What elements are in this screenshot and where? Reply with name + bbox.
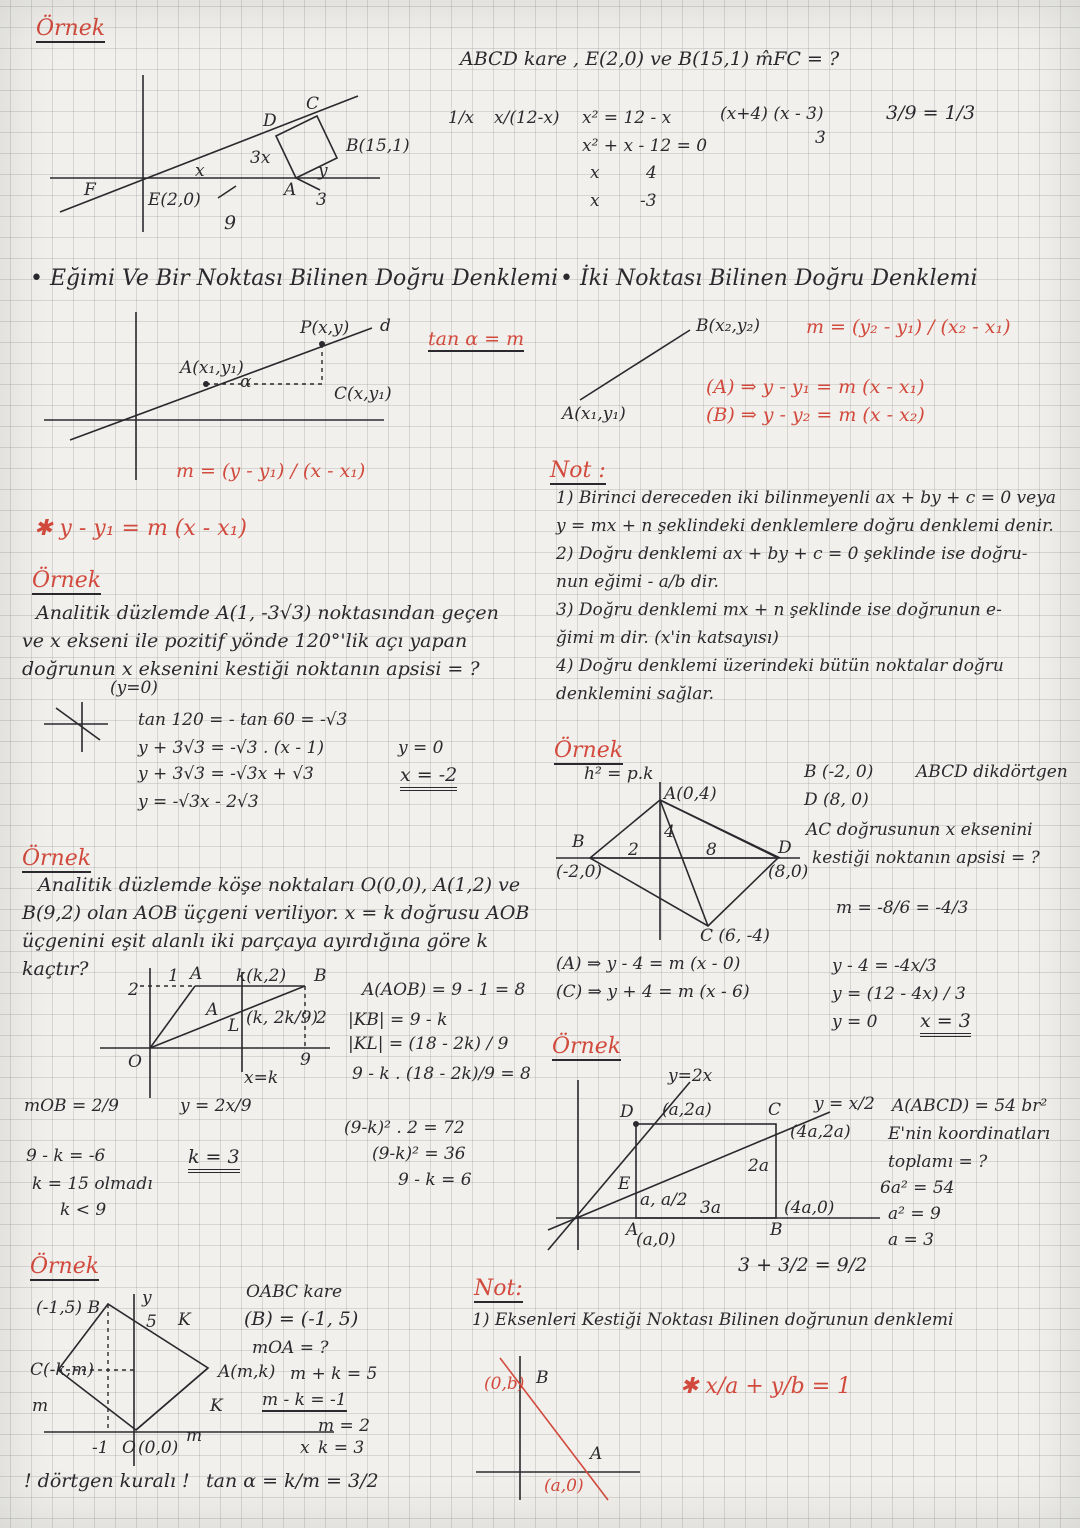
note1-line-3: 2) Doğru denklemi ax + by + c = 0 şeklinde ise doğru- <box>556 544 1028 564</box>
ex5-area: A(ABCD) = 54 br² <box>892 1096 1048 1116</box>
ex3-label-kb: k(k,2) <box>236 966 287 986</box>
ex6-moa: mOA = ? <box>252 1338 329 1358</box>
ex5-label-3a: 3a <box>700 1198 721 1218</box>
ex5-label-b: B <box>770 1220 783 1240</box>
ex1-eq1: x² = 12 - x <box>582 108 672 128</box>
ex6-label-b: (-1,5) B <box>36 1298 100 1318</box>
sec1-label-p: P(x,y) <box>300 318 350 338</box>
sec2-label-a: A(x₁,y₁) <box>562 404 626 424</box>
ex6-bottom-note: ! dörtgen kuralı ! <box>24 1470 190 1492</box>
ex6-square: OABC kare <box>246 1282 343 1302</box>
note2-line-1: 1) Eksenleri Kestiği Noktası Bilinen doğrunun denklemi <box>472 1310 954 1330</box>
ex5-label-e: E <box>618 1174 631 1194</box>
ex5-label-c: C <box>768 1100 782 1120</box>
note2-label-a: A <box>590 1444 603 1464</box>
ex3-mob: mOB = 2/9 <box>24 1096 119 1116</box>
ex1-factored: (x+4) (x - 3) <box>720 104 824 124</box>
ex5-label-ca: (4a,2a) <box>790 1122 851 1142</box>
ex4-res-3: y = 0 <box>832 1012 878 1032</box>
ex3-label-2r: 2 <box>316 1008 327 1028</box>
ex4-res-4: x = 3 <box>920 1012 971 1037</box>
ex4-label-8: 8 <box>706 840 717 860</box>
ex5-label-y2x: y=2x <box>668 1066 713 1086</box>
ex6-label-o: O <box>122 1438 136 1458</box>
ex1-problem: ABCD kare , E(2,0) ve B(15,1) m̂FC = ? <box>460 48 840 70</box>
ex2-step-4: y = -√3x - 2√3 <box>138 792 259 812</box>
ex4-shape: ABCD dikdörtgen <box>916 762 1068 782</box>
ex2-step-3: y + 3√3 = -√3x + √3 <box>138 764 314 784</box>
ex6-label-a: A(m,k) <box>218 1362 276 1382</box>
note1-line-7: 4) Doğru denklemi üzerindeki bütün noktalar doğru <box>556 656 1004 676</box>
ex1-label-b: B(15,1) <box>346 136 410 156</box>
sec2-eq-a: (A) ⇒ y - y₁ = m (x - x₁) <box>706 376 925 398</box>
note1-line-8: denklemini sağlar. <box>556 684 715 704</box>
ex3-label-area: A <box>206 1000 219 1020</box>
ex3-area: A(AOB) = 9 - 1 = 8 <box>362 980 526 1000</box>
note1-line-4: nun eğimi - a/b dir. <box>556 572 719 592</box>
ex4-label-c: C (6, -4) <box>700 926 770 946</box>
ex5-label-d: D <box>620 1102 634 1122</box>
ex6-label-x: x <box>300 1438 310 1458</box>
ex2-heading: Örnek <box>32 568 102 593</box>
ex6-label-mx: m <box>186 1426 203 1446</box>
ex6-tan: tan α = k/m = 3/2 <box>206 1470 379 1492</box>
ex6-label-y: y <box>142 1288 152 1308</box>
ex5-label-ea: a, a/2 <box>640 1190 688 1210</box>
sec1-label-d: d <box>380 316 391 336</box>
ex1-label-e: E(2,0) <box>148 190 201 210</box>
ex2-y0: (y=0) <box>110 678 158 698</box>
ex1-x3: 3 <box>815 128 826 148</box>
ex5-sum: 3 + 3/2 = 9/2 <box>738 1254 868 1276</box>
ex4-label-a: A(0,4) <box>664 784 717 804</box>
ex3-alt3: k < 9 <box>60 1200 107 1220</box>
ex1-prop-right: x/(12-x) <box>494 108 560 128</box>
sec2-title: • İki Noktası Bilinen Doğru Denklemi <box>560 266 978 291</box>
ex4-label-dc: (8,0) <box>768 862 809 882</box>
ex6-label-k: K <box>178 1310 191 1330</box>
ex3-yline: y = 2x/9 <box>180 1096 252 1116</box>
ex4-given-1: h² = p.k <box>584 764 654 784</box>
ex1-factor-4: 4 <box>646 163 657 183</box>
note1-heading: Not : <box>550 458 606 483</box>
ex6-label-c: C(-k,m) <box>30 1360 94 1380</box>
ex5-step-3: a = 3 <box>888 1230 935 1250</box>
ex1-label-3x: 3x <box>250 148 271 168</box>
ex4-heading: Örnek <box>554 738 624 763</box>
sec2-slope: m = (y₂ - y₁) / (x₂ - x₁) <box>806 316 1011 338</box>
sec1-formula: ✱ y - y₁ = m (x - x₁) <box>34 516 248 541</box>
ex1-label-3: 3 <box>316 190 327 210</box>
ex3-label-1: 1 <box>168 966 179 986</box>
ex4-slope: m = -8/6 = -4/3 <box>836 898 969 918</box>
ex5-question-1: E'nin koordinatları <box>888 1124 1051 1144</box>
ex2-result-x: x = -2 <box>400 766 457 791</box>
ex6-label-neg1: -1 <box>92 1438 109 1458</box>
ex5-step-1: 6a² = 54 <box>880 1178 955 1198</box>
ex3-alt2: k = 15 olmadı <box>32 1174 153 1194</box>
ex6-sol-2: k = 3 <box>318 1438 365 1458</box>
note2-label-a0: (a,0) <box>544 1476 584 1496</box>
ex4-label-4: 4 <box>664 822 675 842</box>
note1-line-1: 1) Birinci dereceden iki bilinmeyenli ax + by + c = 0 veya <box>556 488 1056 508</box>
ex3-alt1: 9 - k = -6 <box>26 1146 106 1166</box>
ex6-sys-1: m + k = 5 <box>290 1364 378 1384</box>
ex1-prop-left: 1/x <box>448 108 475 128</box>
sec1-label-alpha: α <box>240 372 252 392</box>
ex4-eq-c: (C) ⇒ y + 4 = m (x - 6) <box>556 982 750 1002</box>
ex2-line-2: ve x ekseni ile pozitif yönde 120°'lik açı yapan <box>22 630 468 652</box>
ex6-sys-2: m - k = -1 <box>262 1390 347 1410</box>
ex6-label-m: m <box>32 1396 49 1416</box>
ex4-res-2: y = (12 - 4x) / 3 <box>832 984 966 1004</box>
ex2-line-3: doğrunun x eksenini kestiği noktanın apsisi = ? <box>22 658 480 680</box>
ex6-label-5: 5 <box>146 1312 157 1332</box>
ex1-ratio: 3/9 = 1/3 <box>886 102 976 124</box>
ex1-factor-neg3: -3 <box>640 191 657 211</box>
sec1-tan: tan α = m <box>428 328 525 350</box>
sec1-label-a: A(x₁,y₁) <box>180 358 244 378</box>
ex2-step-2: y + 3√3 = -√3 . (x - 1) <box>138 738 324 758</box>
ex2-line-1: Analitik düzlemde A(1, -3√3) noktasından geçen <box>36 602 499 624</box>
ex3-label-o: O <box>128 1052 142 1072</box>
ex6-label-o2: (0,0) <box>138 1438 179 1458</box>
ex3-line-4: kaçtır? <box>22 958 89 980</box>
ex3-label-l: L <box>228 1016 240 1036</box>
ex1-label-x: x <box>195 161 205 181</box>
ex6-label-ka: K <box>210 1396 223 1416</box>
ex4-res-1: y - 4 = -4x/3 <box>832 956 937 976</box>
ex4-eq-a: (A) ⇒ y - 4 = m (x - 0) <box>556 954 741 974</box>
ex6-b-eq: (B) = (-1, 5) <box>244 1308 359 1330</box>
ex5-question-2: toplamı = ? <box>888 1152 988 1172</box>
ex5-label-ba: (4a,0) <box>784 1198 835 1218</box>
ex3-label-a: A <box>190 964 203 984</box>
ex1-factor-x1: x <box>590 163 600 183</box>
note1-line-2: y = mx + n şeklindeki denklemlere doğru denklemi denir. <box>556 516 1054 536</box>
ex3-label-9: 9 <box>300 1050 311 1070</box>
ex1-factor-x2: x <box>590 191 600 211</box>
ex4-given-3: D (8, 0) <box>804 790 869 810</box>
sec1-label-c: C(x,y₁) <box>334 384 392 404</box>
ex5-step-2: a² = 9 <box>888 1204 941 1224</box>
note2-label-b: B <box>536 1368 549 1388</box>
ex5-heading: Örnek <box>552 1034 622 1059</box>
ex3-kb: |KB| = 9 - k <box>348 1010 448 1030</box>
ex1-label-a: A <box>284 180 297 200</box>
ex5-label-a: A <box>626 1220 639 1240</box>
ex1-label-9: 9 <box>224 212 237 234</box>
ex3-label-2: 2 <box>128 980 139 1000</box>
ex4-label-bc: (-2,0) <box>556 862 603 882</box>
sec2-eq-b: (B) ⇒ y - y₂ = m (x - x₂) <box>706 404 925 426</box>
note1-line-6: ğimi m dir. (x'in katsayısı) <box>556 628 779 648</box>
ex6-sol-1: m = 2 <box>318 1416 370 1436</box>
ex6-heading: Örnek <box>30 1254 100 1279</box>
ex4-label-d: D <box>778 838 792 858</box>
ex3-label-kk: (k, 2k/9) <box>246 1008 319 1028</box>
ex3-sq3: 9 - k = 6 <box>398 1170 472 1190</box>
ex2-result-y0: y = 0 <box>398 738 444 758</box>
ex3-sq: (9-k)² . 2 = 72 <box>344 1118 465 1138</box>
ex1-label-c: C <box>306 94 320 114</box>
ex3-label-b: B <box>314 966 327 986</box>
ex4-question-1: AC doğrusunun x eksenini <box>806 820 1033 840</box>
ex5-label-aa: (a,0) <box>636 1230 676 1250</box>
ex4-given-2: B (-2, 0) <box>804 762 874 782</box>
ex3-label-xk: x=k <box>244 1068 279 1088</box>
ex5-label-da: (a,2a) <box>662 1100 712 1120</box>
ex3-line-2: B(9,2) olan AOB üçgeni veriliyor. x = k doğrusu AOB <box>22 902 530 924</box>
ex3-line-1: Analitik düzlemde köşe noktaları O(0,0), A(1,2) ve <box>38 874 521 896</box>
note1-line-5: 3) Doğru denklemi mx + n şeklinde ise doğrunun e- <box>556 600 1002 620</box>
ex4-question-2: kestiği noktanın apsisi = ? <box>812 848 1040 868</box>
ex4-label-b: B <box>572 832 585 852</box>
sec1-slope: m = (y - y₁) / (x - x₁) <box>176 460 366 482</box>
ex3-sq2: (9-k)² = 36 <box>372 1144 466 1164</box>
ex3-k3: k = 3 <box>188 1148 240 1173</box>
ex2-step-1: tan 120 = - tan 60 = -√3 <box>138 710 348 730</box>
sec1-title: • Eğimi Ve Bir Noktası Bilinen Doğru Denklemi <box>30 266 559 291</box>
ex3-line-3: üçgenini eşit alanlı iki parçaya ayırdığına göre k <box>22 930 488 952</box>
ex3-heading: Örnek <box>22 846 92 871</box>
ex1-label-y: y <box>318 161 328 181</box>
note2-label-ob: (0,b) <box>484 1374 525 1394</box>
sec2-label-b: B(x₂,y₂) <box>696 316 760 336</box>
ex1-label-d: D <box>263 111 277 131</box>
ex3-kl: |KL| = (18 - 2k) / 9 <box>348 1034 509 1054</box>
note2-heading: Not: <box>474 1276 523 1301</box>
note2-formula: ✱ x/a + y/b = 1 <box>680 1374 852 1399</box>
ex4-label-2: 2 <box>628 840 639 860</box>
ex1-heading: Örnek <box>36 16 106 41</box>
ex5-label-2a: 2a <box>748 1156 769 1176</box>
ex5-label-yx2: y = x/2 <box>814 1094 875 1114</box>
ex1-eq2: x² + x - 12 = 0 <box>582 136 708 156</box>
ex1-label-f: F <box>84 180 96 200</box>
ex3-prod: 9 - k . (18 - 2k)/9 = 8 <box>352 1064 531 1084</box>
